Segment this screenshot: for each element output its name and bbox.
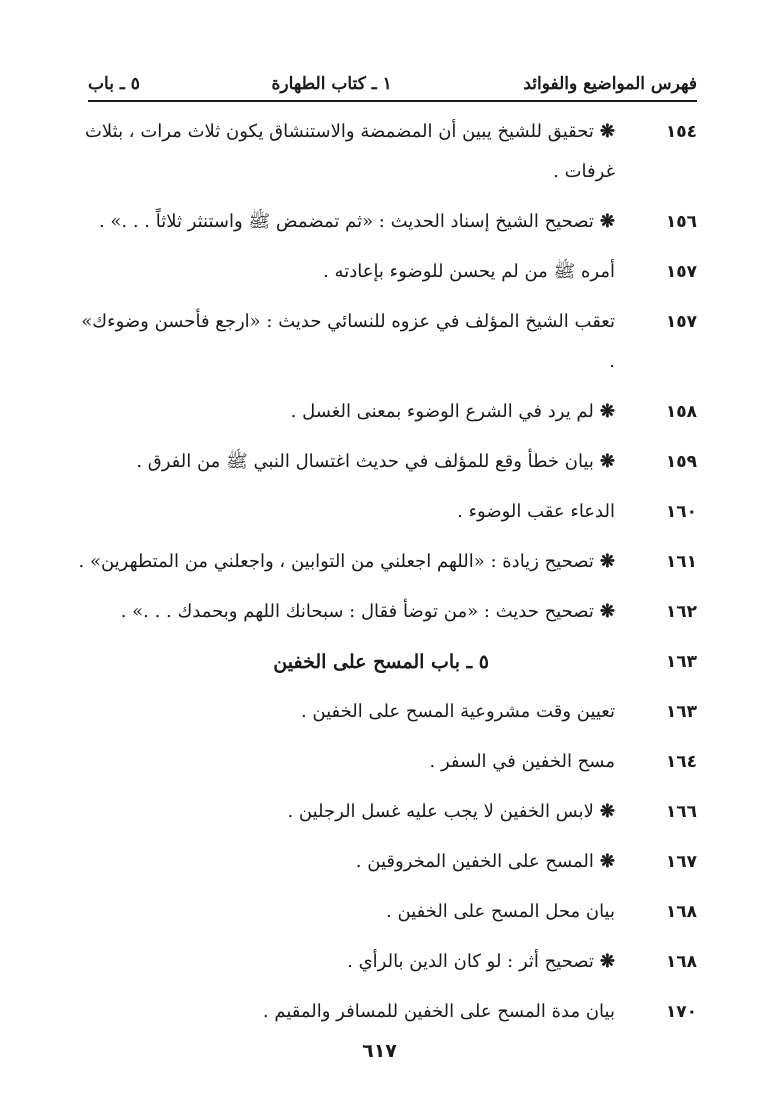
entry-page-number: ١٦٣ [665, 702, 697, 722]
index-entry [70, 992, 699, 1032]
header-book: ١ ـ كتاب الطهارة [271, 74, 392, 94]
page-number: ٦١٧ [362, 1040, 397, 1062]
index-entry [70, 252, 699, 292]
entry-body: أمره ﷺ من لم يحسن للوضوء بإعادته . [323, 261, 615, 282]
entry-page-number: ١٥٧ [665, 312, 697, 332]
entry-body: تصحيح حديث : «من توضأ فقال : سبحانك اللهم وبحمدك . . .» . [120, 601, 594, 622]
entry-page-number: ١٦٤ [665, 752, 697, 772]
entry-page-number: ١٦٧ [665, 852, 697, 872]
entry-page-number: ١٦٢ [665, 602, 697, 622]
entry-text [70, 892, 619, 932]
asterisk-icon: ❋ [599, 451, 615, 472]
index-entry [70, 592, 699, 632]
entry-text [70, 112, 619, 192]
entry-body: تحقيق للشيخ يبين أن المضمضة والاستنشاق يكون ثلاث مرات ، بثلاث غرفات . [84, 121, 615, 182]
running-header [88, 60, 697, 102]
entry-body: لابس الخفين لا يجب عليه غسل الرجلين . [287, 801, 594, 822]
entry-page-number: ١٦٨ [665, 902, 697, 922]
section-heading [70, 642, 619, 682]
entry-page-number: ١٥٤ [665, 122, 697, 142]
entry-text [70, 202, 619, 242]
index-entry [70, 692, 699, 732]
index-entry [70, 302, 699, 382]
entry-page-number: ١٦١ [665, 552, 697, 572]
header-title: فهرس المواضيع والفوائد [523, 74, 697, 94]
entry-text [70, 492, 619, 532]
entry-body: مسح الخفين في السفر . [429, 751, 615, 772]
entry-body: بيان محل المسح على الخفين . [386, 901, 615, 922]
entry-body: ٥ ـ باب المسح على الخفين [273, 651, 489, 673]
entry-text [70, 542, 619, 582]
entry-body: تعيين وقت مشروعية المسح على الخفين . [300, 701, 615, 722]
index-entry [70, 392, 699, 432]
entry-page-number: ١٥٦ [665, 212, 697, 232]
index-list [70, 112, 699, 1042]
entry-text [70, 442, 619, 482]
entry-page-number: ١٥٩ [665, 452, 697, 472]
entry-page-number: ١٦٦ [665, 802, 697, 822]
asterisk-icon: ❋ [599, 211, 615, 232]
entry-page-number: ١٦٨ [665, 952, 697, 972]
entry-text [70, 592, 619, 632]
entry-body: بيان مدة المسح على الخفين للمسافر والمقيم . [262, 1001, 615, 1022]
entry-body: بيان خطأ وقع للمؤلف في حديث اغتسال النبي ﷺ من الفرق . [136, 451, 594, 472]
entry-body: المسح على الخفين المخروقين . [355, 851, 594, 872]
entry-page-number: ١٦٣ [665, 652, 697, 672]
entry-body: تعقب الشيخ المؤلف في عزوه للنسائي حديث : «ارجع فأحسن وضوءك» . [81, 311, 615, 372]
entry-page-number: ١٦٠ [665, 502, 697, 522]
index-entry [70, 842, 699, 882]
entry-text [70, 392, 619, 432]
entry-text [70, 252, 619, 292]
index-entry [70, 642, 699, 682]
entry-page-number: ١٧٠ [665, 1002, 697, 1022]
asterisk-icon: ❋ [599, 121, 615, 142]
index-entry [70, 942, 699, 982]
entry-page-number: ١٥٨ [665, 402, 697, 422]
asterisk-icon: ❋ [599, 951, 615, 972]
entry-body: الدعاء عقب الوضوء . [457, 501, 615, 522]
entry-text [70, 792, 619, 832]
index-entry [70, 442, 699, 482]
index-entry [70, 112, 699, 192]
index-entry [70, 892, 699, 932]
asterisk-icon: ❋ [599, 801, 615, 822]
entry-text [70, 992, 619, 1032]
asterisk-icon: ❋ [599, 401, 615, 422]
index-entry [70, 542, 699, 582]
entry-text [70, 302, 619, 382]
entry-body: تصحيح أثر : لو كان الدين بالرأي . [347, 951, 594, 972]
index-entry [70, 792, 699, 832]
index-entry [70, 492, 699, 532]
index-entry [70, 202, 699, 242]
index-entry [70, 742, 699, 782]
asterisk-icon: ❋ [599, 601, 615, 622]
header-chapter: ٥ ـ باب [88, 74, 140, 94]
asterisk-icon: ❋ [599, 851, 615, 872]
entry-text [70, 942, 619, 982]
entry-body: تصحيح زيادة : «اللهم اجعلني من التوابين ، واجعلني من المتطهرين» . [78, 551, 594, 572]
entry-body: تصحيح الشيخ إسناد الحديث : «ثم تمضمض ﷺ واستنثر ثلاثاً . . .» . [98, 211, 594, 232]
asterisk-icon: ❋ [599, 551, 615, 572]
entry-page-number: ١٥٧ [665, 262, 697, 282]
entry-body: لم يرد في الشرع الوضوء بمعنى الغسل . [290, 401, 594, 422]
entry-text [70, 692, 619, 732]
entry-text [70, 742, 619, 782]
entry-text [70, 842, 619, 882]
